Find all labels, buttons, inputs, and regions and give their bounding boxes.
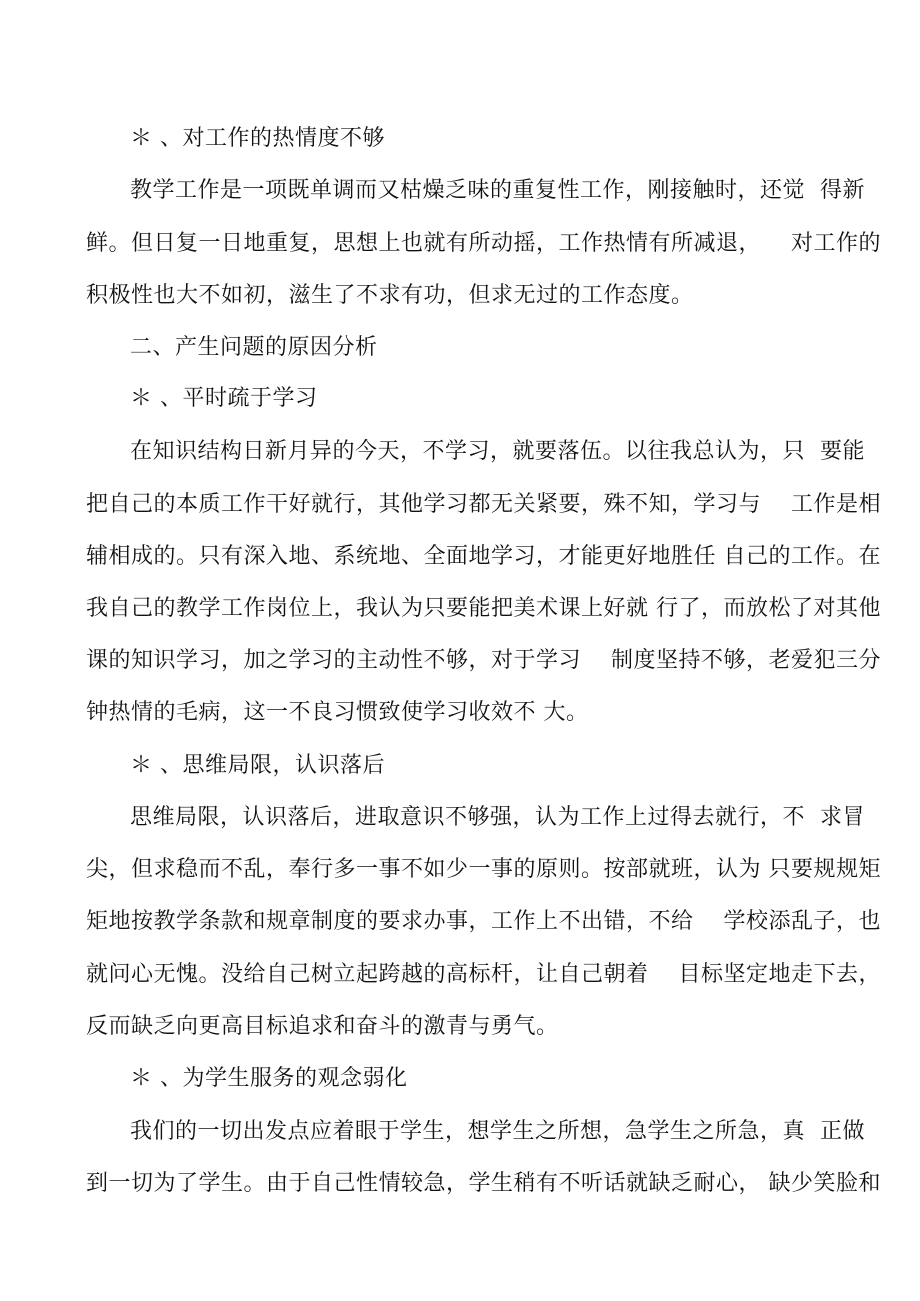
paragraph-line: 就问心无愧。没给自己树立起跨越的高标杆，让自己朝着 目标坚定地走下去， bbox=[86, 962, 881, 987]
paragraph-line: 思维局限，认识落后，进取意识不够强，认为工作上过得去就行，不 求冒 bbox=[130, 805, 865, 830]
paragraph-line: 课的知识学习，加之学习的主动性不够，对于学习 制度坚持不够，老爱犯三分 bbox=[86, 648, 881, 673]
section-heading: ＊ 、为学生服务的观念弱化 bbox=[130, 1066, 408, 1091]
section-heading: 二、产生问题的原因分析 bbox=[130, 335, 378, 360]
paragraph-line: 辅相成的。只有深入地、系统地、全面地学习，才能更好地胜任 自己的工作。在 bbox=[86, 544, 881, 569]
paragraph-line: 到一切为了学生。由于自己性情较急，学生稍有不听话就缺乏耐心， 缺少笑脸和 bbox=[86, 1171, 881, 1196]
section-heading: ＊ 、平时疏于学习 bbox=[130, 386, 318, 411]
paragraph-line: 尖，但求稳而不乱，奉行多一事不如少一事的原则。按部就班，认为 只要规规矩 bbox=[86, 857, 881, 882]
paragraph-line: 在知识结构日新月异的今天，不学习，就要落伍。以往我总认为，只 要能 bbox=[130, 439, 865, 464]
section-heading: ＊ 、思维局限，认识落后 bbox=[130, 753, 385, 778]
section-heading: ＊ 、对工作的热情度不够 bbox=[130, 126, 385, 151]
paragraph-line: 矩地按教学条款和规章制度的要求办事，工作上不出错，不给 学校添乱子，也 bbox=[86, 909, 881, 934]
paragraph-line: 鲜。但日复一日地重复，思想上也就有所动摇，工作热情有所减退， 对工作的 bbox=[86, 231, 881, 256]
paragraph-line: 反而缺乏向更高目标追求和奋斗的激青与勇气。 bbox=[86, 1014, 559, 1039]
paragraph-line: 教学工作是一项既单调而又枯燥乏味的重复性工作，刚接触时，还觉 得新 bbox=[130, 178, 865, 203]
paragraph-line: 把自己的本质工作干好就行，其他学习都无关紧要，殊不知，学习与 工作是相 bbox=[86, 492, 881, 517]
paragraph-line: 我自己的教学工作岗位上，我认为只要能把美术课上好就 行了，而放松了对其他 bbox=[86, 596, 881, 621]
paragraph-line: 钟热情的毛病，这一不良习惯致使学习收效不 大。 bbox=[86, 700, 589, 725]
paragraph-line: 我们的一切出发点应着眼于学生，想学生之所想，急学生之所急，真 正做 bbox=[130, 1119, 865, 1144]
paragraph-line: 积极性也大不如初，滋生了不求有功，但求无过的工作态度。 bbox=[86, 283, 694, 308]
